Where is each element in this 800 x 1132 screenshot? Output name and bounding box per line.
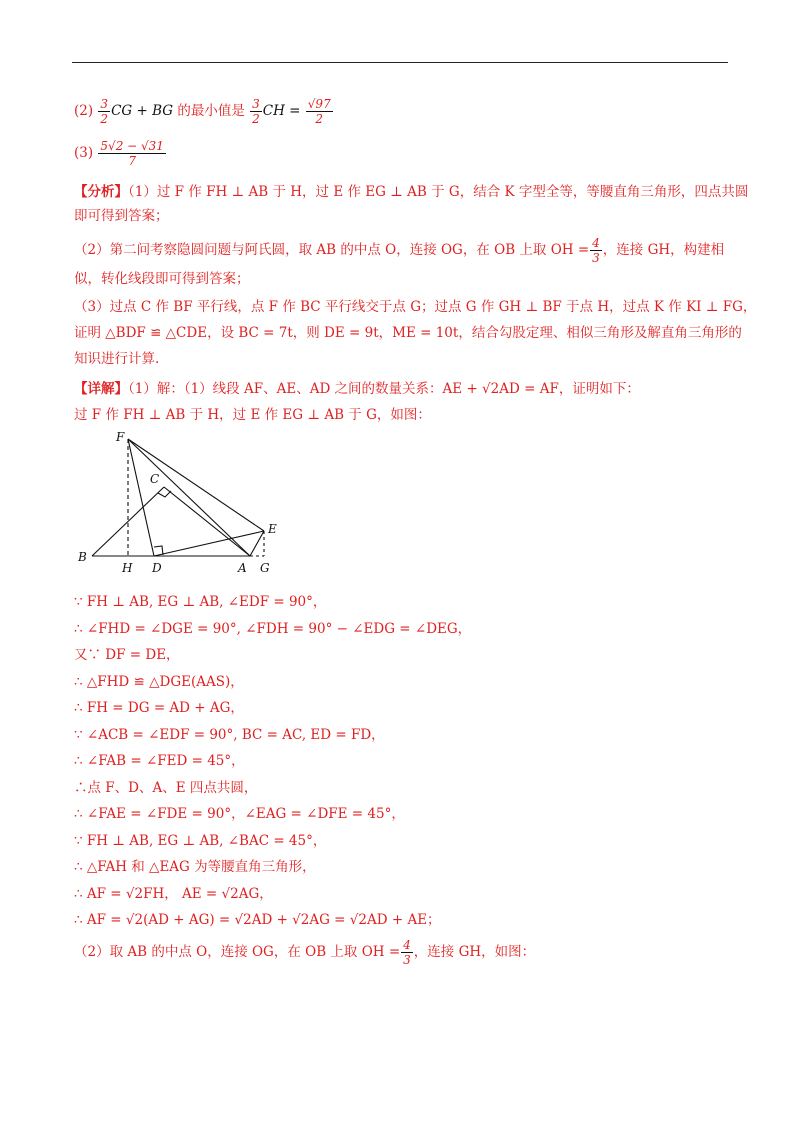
part3-answer [74, 138, 724, 168]
label-f: F [116, 431, 125, 444]
segment-fd [128, 439, 154, 556]
part2-expr2: CH = [262, 103, 301, 119]
proof-steps [74, 589, 724, 934]
analysis-line-1: 【分析】（1）过 F 作 FH ⊥ AB 于 H，过 E 作 EG ⊥ AB 于 G，结合 K 字型全等，等腰直角三角形，四点共圆 [74, 184, 749, 200]
segment-ca [164, 487, 250, 556]
label-e: E [268, 522, 277, 536]
proof-line: ∵ ∠ACB = ∠EDF = 90°, BC = AC, ED = FD， [74, 726, 385, 743]
detail-line-2: 过 F 作 FH ⊥ AB 于 H，过 E 作 EG ⊥ AB 于 G，如图： [74, 407, 431, 423]
proof-line: ∴点 F、D、A、E 四点共圆， [74, 779, 258, 796]
analysis-line-3: （2）第二问考察隐圆问题与阿氏圆，取 AB 的中点 O，连接 OG，在 OB 上取 OH = $\frac{4}{3}$ ，连接 GH，构建相 [74, 236, 725, 265]
fraction-4-3-b: $\frac{4}{3}$ [403, 937, 411, 967]
proof-line: ∵ FH ⊥ AB, EG ⊥ AB, ∠EDF = 90°， [74, 594, 327, 610]
fraction-sqrt97-2: $\frac{√97}{2}$ [307, 97, 331, 126]
proof-line: ∴ FH = DG = AD + AG， [74, 700, 244, 716]
fraction-4-3: $\frac{4}{3}$ [592, 236, 600, 265]
part2-expr: CG + BG [111, 103, 174, 119]
header-rule [72, 62, 728, 63]
detail-line-1: 【详解】（1）解：（1）线段 AF、AE、AD 之间的数量关系：AE + √2AD = AF，证明如下： [74, 381, 640, 397]
label-d: D [152, 561, 162, 575]
document-body [74, 96, 757, 967]
part2-start: （2）取 AB 的中点 O，连接 OG，在 OB 上取 OH = $\frac{4}{3}$ ，连接 GH，如图： [74, 937, 536, 967]
right-angle-c [158, 491, 171, 497]
label-h: H [122, 561, 133, 575]
analysis-line-5: （3）过点 C 作 BF 平行线，点 F 作 BC 平行线交于点 G；过点 G 作 GH ⊥ BF 于点 H，过点 K 作 KI ⊥ FG， [74, 299, 757, 315]
label-b: B [78, 550, 87, 564]
part2-text: 的最小值是 [177, 103, 245, 119]
proof-line: ∴ ∠FHD = ∠DGE = 90°, ∠FDH = 90° − ∠EDG = ∠DEG， [74, 620, 472, 637]
right-angle-d [154, 546, 163, 555]
proof-line: ∴ AF = √2FH， AE = √2AG， [74, 885, 273, 902]
part2-prefix: (2) [74, 103, 94, 119]
analysis-line-2: 即可得到答案； [74, 208, 169, 224]
fraction-part3: $\frac{5√2 - √31}{7}$ [100, 139, 164, 168]
proof-line: ∴ ∠FAE = ∠FDE = 90°，∠EAG = ∠DFE = 45°， [74, 806, 405, 822]
proof-line: 又∵ DF = DE， [74, 647, 180, 663]
proof-line: ∴ △FAH 和 △EAG 为等腰直角三角形， [74, 859, 316, 875]
segment-fe [128, 439, 264, 531]
proof-line: ∴ △FHD ≌ △DGE(AAS)， [74, 673, 244, 690]
analysis-line-4: 似，转化线段即可得到答案； [74, 271, 250, 287]
part2-answer [74, 96, 724, 126]
detail-label: 【详解】 [74, 381, 128, 397]
geometry-diagram [78, 431, 288, 581]
analysis-line-7: 知识进行计算. [74, 351, 160, 367]
part3-prefix: (3) [74, 145, 94, 161]
segment-ae [250, 531, 264, 556]
label-g: G [260, 561, 270, 575]
fraction-3-2: $\frac{3}{2}$ [100, 97, 109, 126]
fraction-3-2-b: $\frac{3}{2}$ [252, 97, 260, 126]
analysis-label: 【分析】 [74, 184, 128, 200]
label-a: A [238, 561, 247, 575]
proof-line: ∴ ∠FAB = ∠FED = 45°， [74, 753, 245, 769]
label-c: C [150, 472, 160, 486]
segment-de [154, 531, 264, 556]
analysis-line-6: 证明 △BDF ≌ △CDE，设 BC = 7t，则 DE = 9t，ME = 10t，结合勾股定理、相似三角形及解直角三角形的 [74, 325, 742, 341]
proof-line: ∴ AF = √2(AD + AG) = √2AD + √2AG = √2AD + AE； [74, 912, 441, 928]
proof-line: ∵ FH ⊥ AB, EG ⊥ AB, ∠BAC = 45°， [74, 832, 327, 849]
